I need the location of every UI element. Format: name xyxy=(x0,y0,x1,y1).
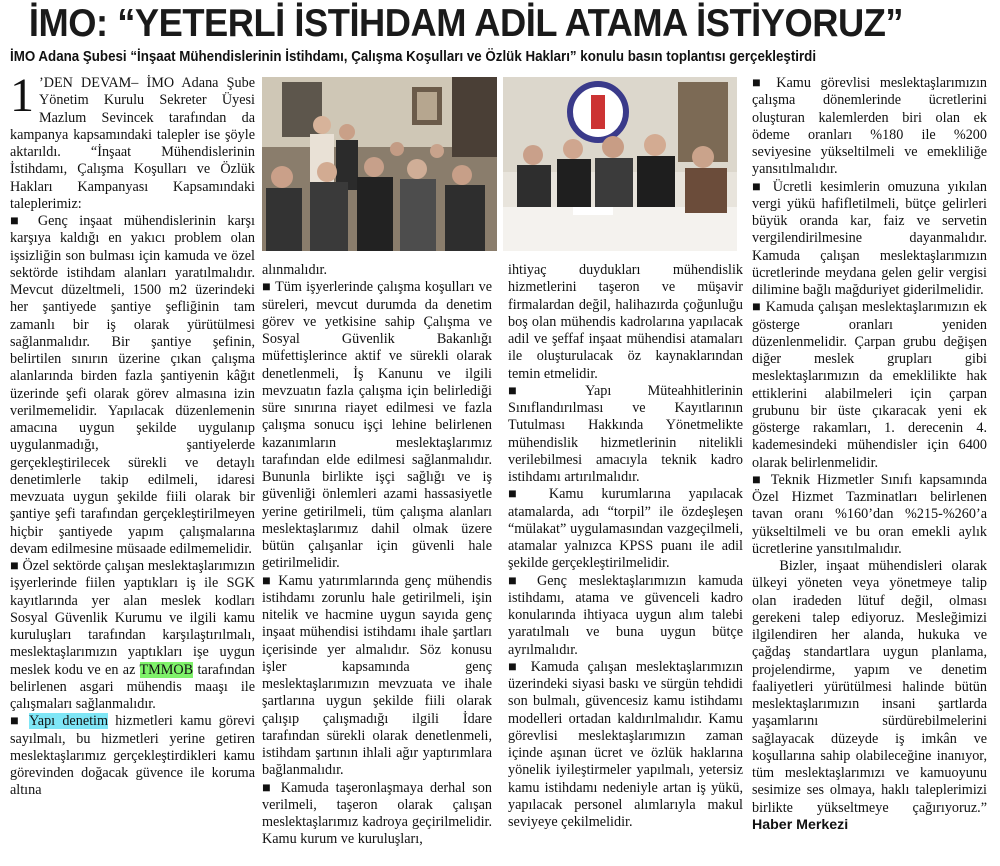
article-closing: Bizler, inşaat mühendisleri olarak ülkeyi yöneten veya yönetmeye talip olan iradeden lütuf değil, olması gerekeni talep ediyoruz. Mesleğimizi ilgilendiren her alanda, hukuka ve çağdaş standartlara uygun planlama, projelendirme, yapım ve denetim faaliyetleri yürütülmesi halinde bütün meslektaşlarımızın insani şartlarda yaşamlarını sürdürebilmelerini sağlayacak düzeyde iş imkân ve koşullarına sahip olabileceğine inanıyor, tüm meslektaşlarımızı ve kamuoyunu sesimize ses olmaya, haklı taleplerimizi birlikte yükseltmeye çağırıyoruz.” Haber Merkezi xyxy=(752,558,988,833)
article-paragraph: ■ Kamu görevlisi meslektaşlarımızın çalışma dönemlerinde ücretlerini oluşturan kalemlerden biri olan ek ödeme oranları %180 ile %200 seviyesine yükseltilmeli ve emekliliğe yansıtılmalıdır. xyxy=(752,75,987,178)
article-paragraph: ■ Kamuda taşeronlaşmaya derhal son verilmeli, taşeron olarak çalışan meslektaşlarımız kadroya geçirilmelidir. Kamu kurum ve kuruluşları, xyxy=(262,779,492,848)
subheadline: İMO Adana Şubesi “İnşaat Mühendislerinin İstihdamı, Çalışma Koşulları ve Özlük Hakları” konulu basın toplantısı gerçekleştirdi xyxy=(10,49,817,65)
article-paragraph: ■ Kamu kurumlarına yapılacak atamalarda, adı “torpil” ile özdeşleşen “mülakat” uygulamasından vazgeçilmeli, atamalar yalnızca KPSS puanı ile adil şekilde gerçekleştirilmelidir. xyxy=(508,486,743,572)
press-conference-panel-photo xyxy=(503,77,737,251)
article-paragraph: ■ Yapı Müteahhitlerinin Sınıflandırılması ve Kayıtlarının Tutulması Hakkında Yönetmelikte mühendislik hizmetlerinin nitelikli verilebilmesi amacıyla teknik kadro istihdamı artırılmalıdır. xyxy=(508,382,743,485)
article-paragraph: ■ Genç meslektaşlarımızın kamuda istihdamı, atama ve güvenceli kadro konularında ihtiyaca uygun alım talebi yaratılmalı ve buna uygun bütçe ayrılmalıdır. xyxy=(508,572,743,658)
article-column-4 xyxy=(752,75,987,834)
article-paragraph: ■ Genç inşaat mühendislerinin karşı karşıya kaldığı en yakıcı problem olan işsizliğin son bulması için kamuda ve özel sektörde istihdam alanları yaratılmalıdır. Mevcut düzeltmeli, 1500 m2 üzerindeki her şantiyede şantiye şefliğinin tam zamanlı bir iş olarak yürütülmesi sağlanmalıdır. Bir şantiye şefinin, belirtilen sınırın üzerine çıkan çalışma alanlarında birden fazla şantiyenin kâğıt üzerinde şefi olarak görev almasına izin verilmemelidir. Yapılacak düzenlemenin amacına uygun şekilde uygulanıp uygulanmadığı, şantiyelerde gerçekleştirilecek sürekli ve detaylı denetimlerle takip edilmeli, idaresi mevzuata uygun şekilde fiili olarak bir şantiye şefi tarafından gerçekleştirilmeyen hiçbir şantiyede yapım çalışmalarına devam edilmesine müsaade edilmemelidir. xyxy=(10,213,255,557)
article-intro: 1 ’DEN DEVAM– İMO Adana Şube Yönetim Kurulu Sekreter Üyesi Mazlum Sevincek tarafından da kampanya kapsamındaki talepler ise şöyle aktarıldı. “İnşaat Mühendislerinin İstihdamı, Çalışma Koşulları ve Özlük Hakları Kampanyası Kapsamındaki taleplerimiz: xyxy=(10,69,255,212)
signature: Haber Merkezi xyxy=(752,816,849,833)
article-paragraph: ■ Yapı denetim hizmetleri kamu görevi sayılmalı, bu hizmetleri yerine getiren meslektaşlarımız gerçekleştirdikleri kamu görevinden doğacak güvence ile koruma altına xyxy=(10,713,256,799)
article-paragraph: ■ Kamuda çalışan meslektaşlarımızın üzerindeki siyasi baskı ve sürgün tehdidi son bulmalı, güvencesiz kamu istihdamı modelleri ortadan kaldırılmalıdır. Kamu görevlisi meslektaşlarımızın zaman içinde aşınan ücret ve özlük haklarına yönelik iyileştirmeler yapılmalı, yetersiz kamu istihdamı nedeniyle artan iş yükü, yapılacak personel alımlarıyla makul seviyeye çekilmelidir. xyxy=(508,658,743,830)
article-column-3 xyxy=(508,262,743,831)
headline: İMO: “YETERLİ İSTİHDAM ADİL ATAMA İSTİYORUZ” xyxy=(28,2,904,45)
article-paragraph: ■ Kamuda çalışan meslektaşlarımızın ek gösterge oranları yeniden düzenlenmelidir. Çarpan grubu değişen diğer meslek grupları gibi meslektaşlarımızın da emeklilikte hak ettiklerini alabilmeleri için çarpan grubunu bir üste çıkaracak yeni ek gösterge rakamları, 1. derecenin 4. kademesindeki mühendisler için 6400 olarak belirlenmelidir. xyxy=(752,299,987,471)
article-paragraph: ■ Tüm işyerlerinde çalışma koşulları ve süreleri, mevcut durumda da denetim görev ve yetkisine sahip Çalışma ve Sosyal Güvenlik Bakanlığı müfettişlerince aktif ve sürekli olarak denetlenmeli, İş Kanunu ve ilgili mevzuatın fazla çalışma için belirlediği süre sınırına riayet edilmesi ve fazla çalışma sonucu işçi lehine belirlenen kazanımların meslektaşlarımız tarafından elde edilmesi sağlanmalıdır. Bununla birlikte işçi sağlığı ve iş güvenliği önlemleri azami hassasiyetle yerine getirilmeli, tüm çalışma alanları meslektaşlarımız dahil olmak üzere bütün çalışanlar için güvenli hale getirilmelidir. xyxy=(262,279,492,572)
article-paragraph: ■ Teknik Hizmetler Sınıfı kapsamında Özel Hizmet Tazminatları belirlenen tavan oranı %160’dan %215-%260’a yükseltilmeli ve bu oran emekli aylık ücretlerine yansıtılmalıdır. xyxy=(752,471,987,557)
article-column-1 xyxy=(10,69,256,800)
meeting-audience-photo xyxy=(262,77,497,251)
drop-cap: 1 xyxy=(10,69,34,122)
article-paragraph: ■ Kamu yatırımlarında genç mühendis istihdamı zorunlu hale getirilmeli, işin nitelik ve hacmine uygun sayıda genç inşaat mühendisi istihdamı ihale şartları içerisinde yer almalıdır. Söz konusu işler kapsamında genç meslektaşlarımızın mevzuata ve ihale şartlarına uygun şekilde fiili olarak çalışıp çalışmadığı ilgili İdare tarafından sürekli olarak denetlenmeli, istihdam şartının ihlali ağır yaptırımlara bağlanmalıdır. xyxy=(262,572,492,779)
article-paragraph: ■ Ücretli kesimlerin omuzuna yıkılan vergi yükü hafifletilmeli, bütçe gelirleri büyük oranda kar, faiz ve servetin vergilendirilmesine dayanmalıdır. Kamuda çalışan meslektaşlarımızın ücretlerinde meydana gelen gelir vergisi dilimine bağlı mağduriyet giderilmelidir. xyxy=(752,178,987,298)
article-paragraph: ■ Özel sektörde çalışan meslektaşlarımızın işyerlerinde fiilen yaptıkları iş ile SGK kayıtlarında yer alan meslek kodları Sosyal Güvenlik Kurumu ve ilgili kamu kuruluşları tarafından karşılaştırılmalı, meslektaşlarımızın yaptıkları işe uygun meslek kodu ve en az TMMOB tarafından belirlenen asgari mühendis maaşı ile çalışmaları sağlanmalıdır. xyxy=(10,558,255,712)
article-column-2 xyxy=(262,262,492,849)
highlight-tmmob: TMMOB xyxy=(139,661,194,678)
highlight-yapi-denetim: Yapı denetim xyxy=(28,713,109,730)
article-paragraph: ihtiyaç duydukları mühendislik hizmetlerini taşeron ve müşavir firmalardan değil, halihazırda çoğunluğu boş olan mühendis kadrolarına yapılacak adil ve şeffaf inşaat mühendisi atamaları ile oluşturulacak öz kaynaklarından temin etmelidir. xyxy=(508,262,743,382)
article-paragraph: alınmalıdır. xyxy=(262,262,328,278)
